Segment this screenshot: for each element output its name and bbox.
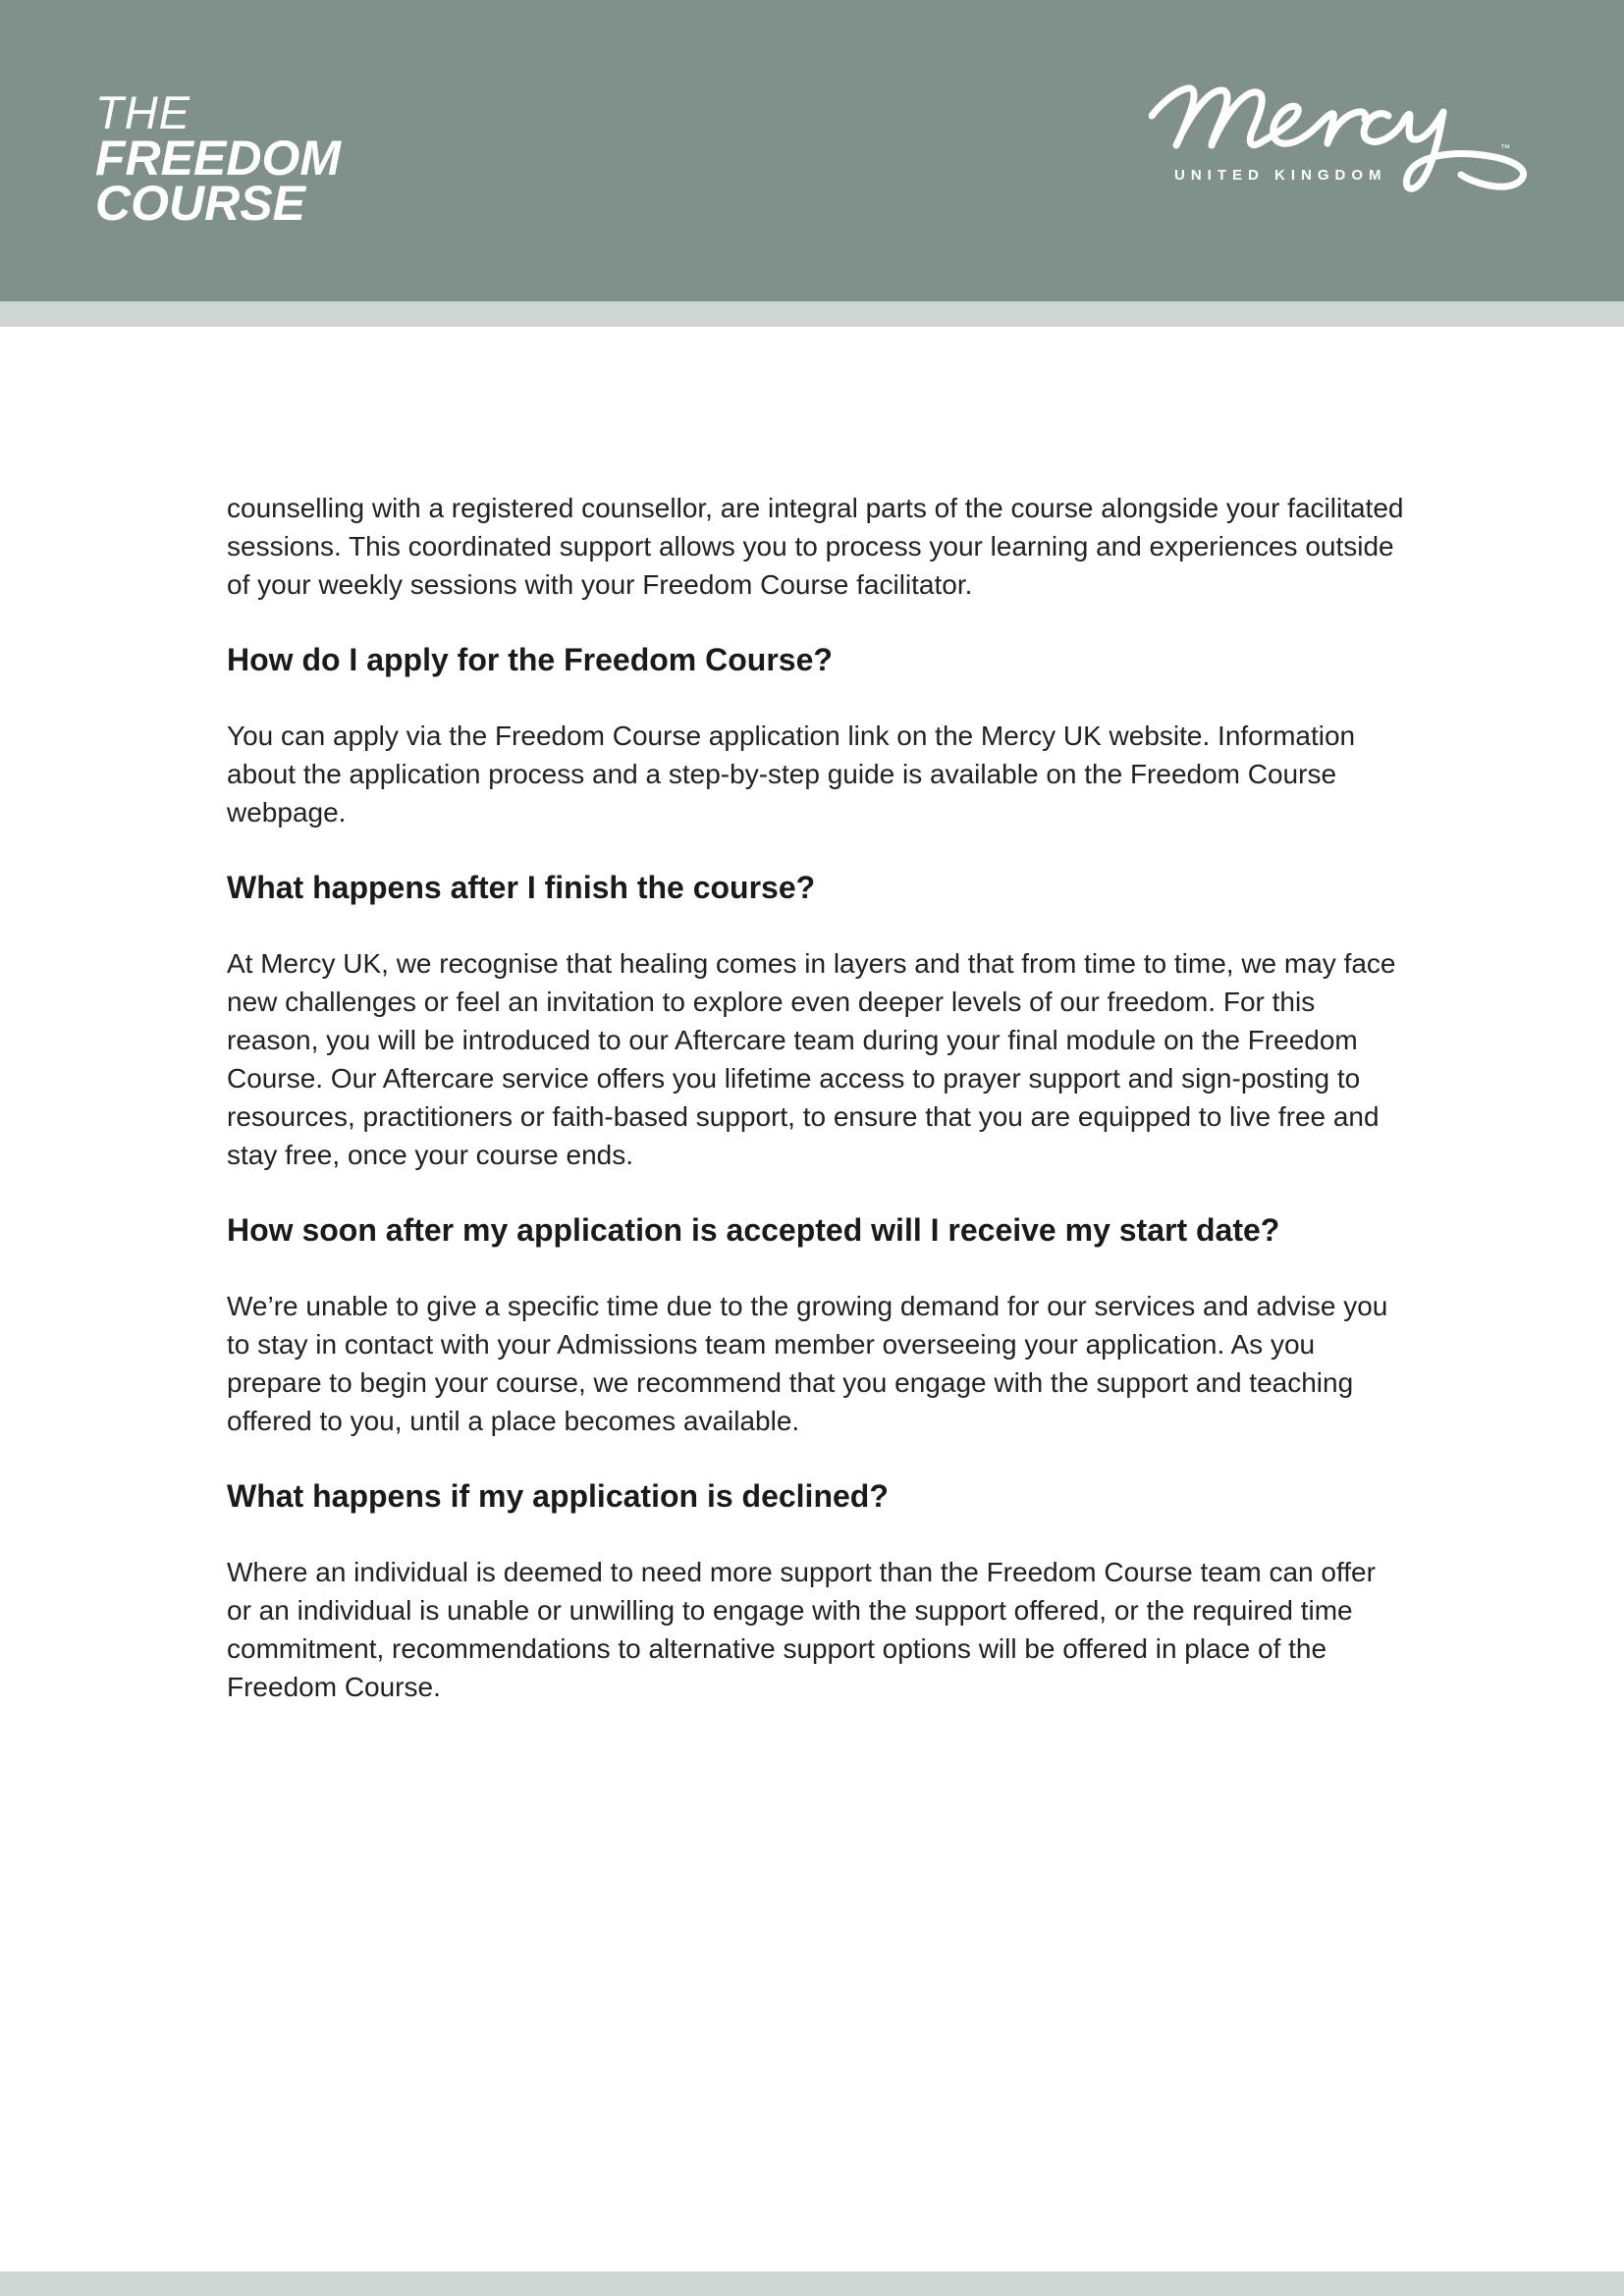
course-logo-line-3: COURSE — [95, 176, 305, 231]
footer-strip — [0, 2271, 1624, 2296]
intro-paragraph: counselling with a registered counsellor, are integral parts of the course alongside your facilitated sessions. This coordinated support allows you to process your learning and experiences outside of your weekly sessions with your Freedom Course facilitator. — [227, 493, 1404, 600]
freedom-course-logo — [95, 86, 341, 231]
course-logo-line-1: THE — [95, 86, 190, 138]
faq-heading-after-course: What happens after I finish the course? — [227, 870, 816, 905]
trademark-symbol: ™ — [1500, 143, 1510, 154]
course-logo-line-2: FREEDOM — [95, 131, 341, 186]
page-header — [0, 0, 1624, 301]
faq-heading-apply: How do I apply for the Freedom Course? — [227, 642, 833, 677]
header-divider-strip — [0, 301, 1624, 327]
mercy-subtitle: UNITED KINGDOM — [1174, 167, 1387, 184]
faq-content — [227, 489, 1405, 1706]
mercy-logo — [1149, 77, 1542, 234]
faq-answer-start-date: We’re unable to give a specific time due to the growing demand for our services and advise you to stay in contact with your Admissions team member overseeing your application. As you prepare to begin your course, we recommend that you engage with the support and teaching offered to you, until a place becomes available. — [227, 1291, 1388, 1436]
faq-answer-declined: Where an individual is deemed to need more support than the Freedom Course team can offer or an individual is unable or unwilling to engage with the support offered, or the required time commitment, recommendations to alternative support options will be offered in place of the Freedom Course. — [227, 1557, 1376, 1702]
faq-heading-declined: What happens if my application is declined? — [227, 1478, 889, 1514]
faq-heading-start-date: How soon after my application is accepted will I receive my start date? — [227, 1212, 1280, 1248]
faq-answer-after-course: At Mercy UK, we recognise that healing comes in layers and that from time to time, we may face new challenges or feel an invitation to explore even deeper levels of our freedom. For this reason, you will be introduced to our Aftercare team during your final module on the Freedom Course. Our Aftercare service offers you lifetime access to prayer support and sign-posting to resources, practitioners or faith-based support, to ensure that you are equipped to live free and stay free, once your course ends. — [227, 948, 1396, 1170]
faq-answer-apply: You can apply via the Freedom Course application link on the Mercy UK website. Information about the application process and a step-by-step guide is available on the Freedom Course webpage. — [227, 721, 1356, 828]
